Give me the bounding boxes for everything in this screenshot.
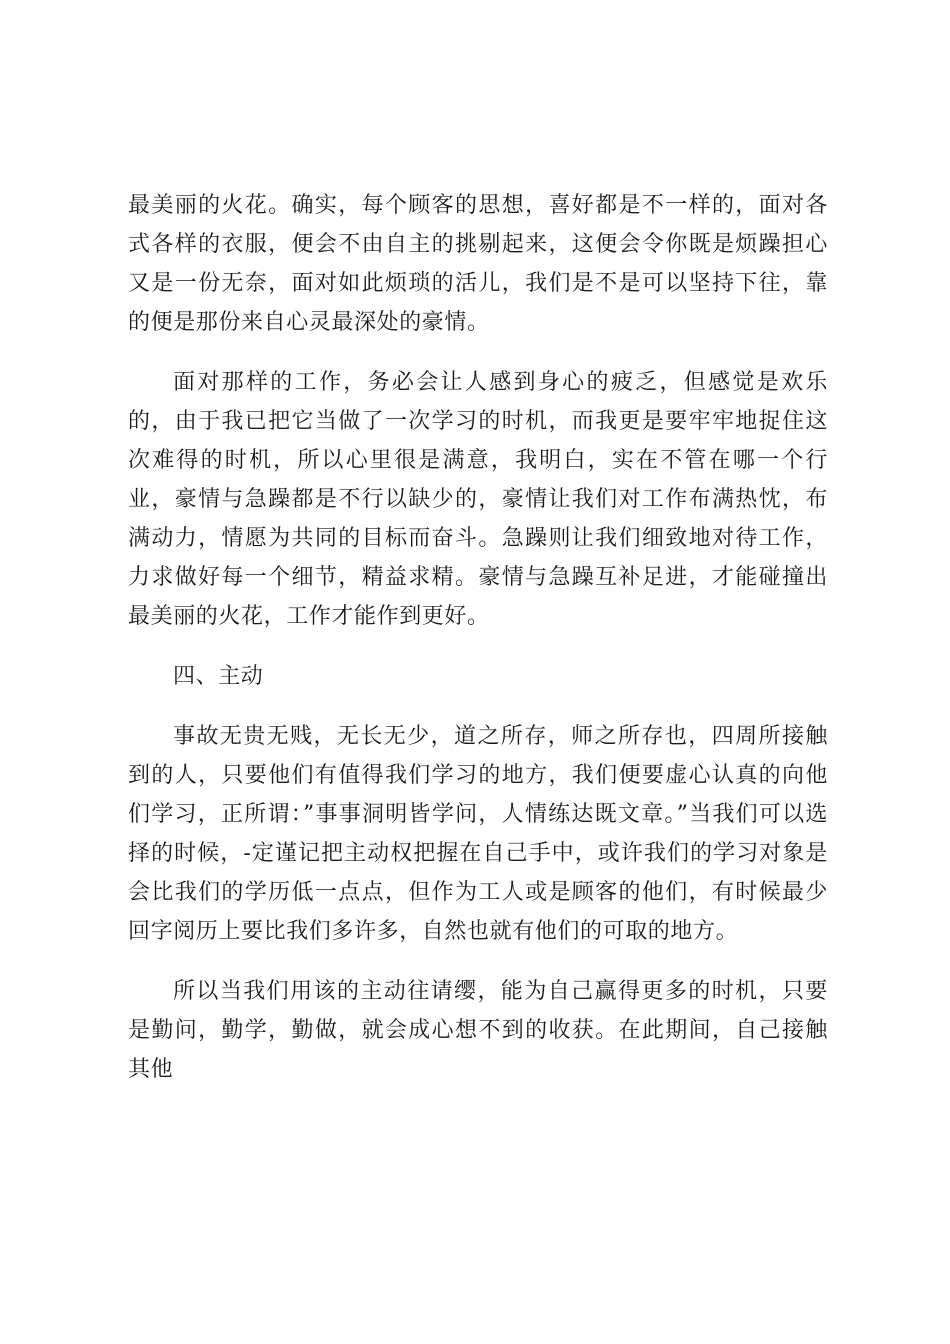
paragraph-take-initiative: 所以当我们用该的主动往请缨，能为自己赢得更多的时机，只要是勤问，勤学，勤做，就会成心想不到的收获。在此期间，自己接触其他 xyxy=(128,979,828,1082)
document-page xyxy=(128,186,828,1089)
section-heading-initiative: 四、主动 xyxy=(173,664,264,689)
paragraph-continuation: 最美丽的火花。确实，每个顾客的思想，喜好都是不一样的，面对各式各样的衣服，便会不由自主的挑剔起来，这便会令你既是烦躁担心又是一份无奈，面对如此烦琐的活儿，我们是不是可以坚持下往，靠的便是那份来自心灵最深处的豪情。 xyxy=(128,193,828,335)
paragraph-passion-patience: 面对那样的工作，务必会让人感到身心的疲乏，但感觉是欢乐的，由于我已把它当做了一次学习的时机，而我更是要牢牢地捉住这次难得的时机，所以心里很是满意，我明白，实在不管在哪一个行业，豪情与急躁都是不行以缺少的，豪情让我们对工作布满热忱，布满动力，情愿为共同的目标而奋斗。急躁则让我们细致地对待工作，力求做好每一个细节，精益求精。豪情与急躁互补足进，才能碰撞出最美丽的火花，工作才能作到更好。 xyxy=(128,370,828,629)
paragraph-learning-from-others: 事故无贵无贱，无长无少，道之所存，师之所存也，四周所接触到的人，只要他们有值得我们学习的地方，我们便要虚心认真的向他们学习，正所谓：”事事洞明皆学问，人情练达既文章。”当我们可以选择的时候，-定谨记把主动权把握在自己手中，或许我们的学习对象是会比我们的学历低一点点，但作为工人或是顾客的他们，有时候最少回字阅历上要比我们多许多，自然也就有他们的可取的地方。 xyxy=(128,724,828,944)
